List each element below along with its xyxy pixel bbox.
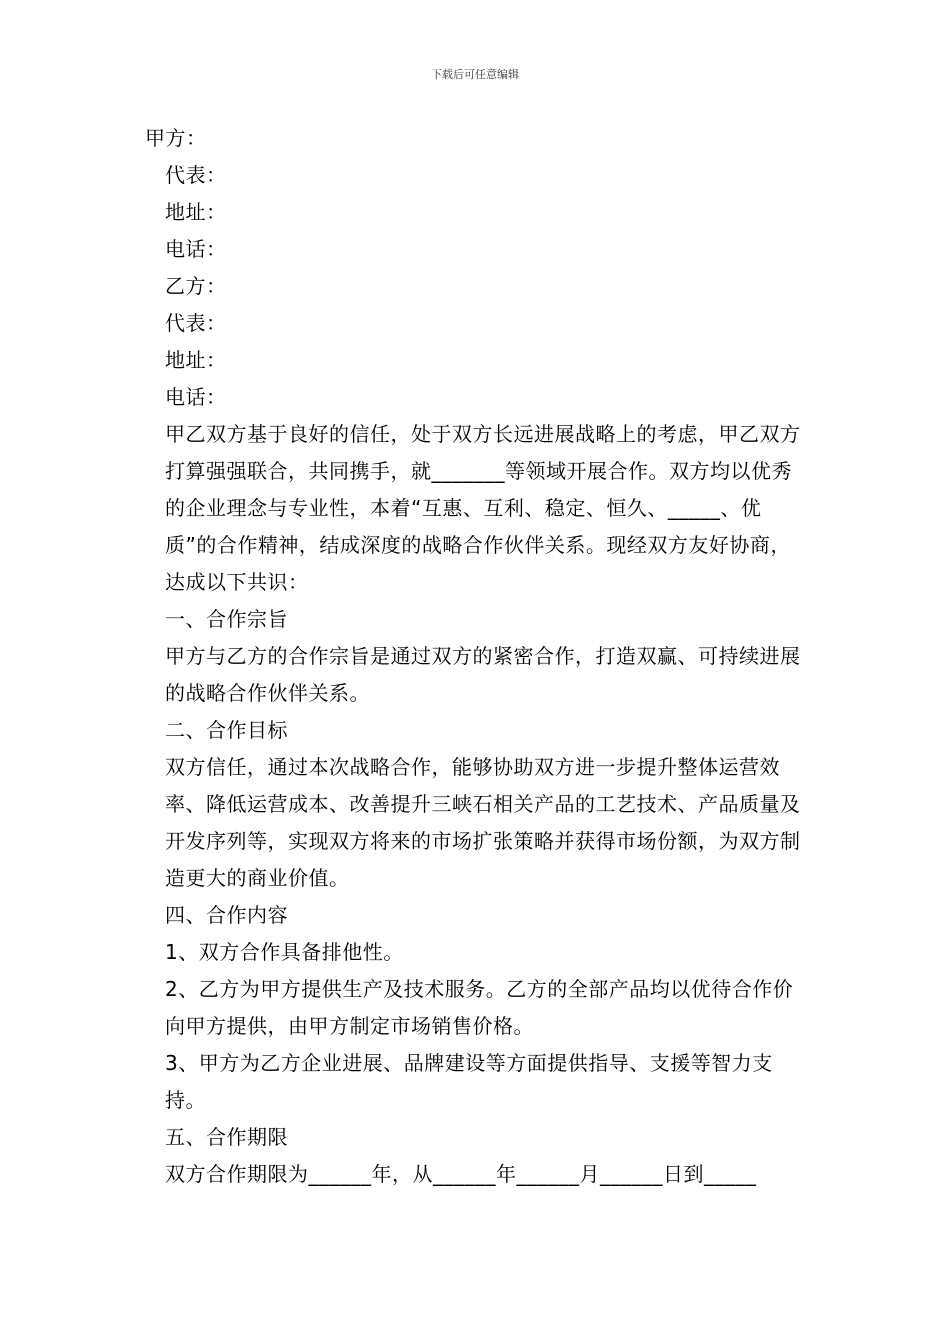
paragraph: 乙方： <box>165 274 227 298</box>
paragraph: 双方合作期限为______年，从______年______月______日到_____ <box>165 1162 757 1186</box>
paragraph: 地址： <box>165 348 227 372</box>
paragraph: 甲方与乙方的合作宗旨是通过双方的紧密合作，打造双赢、可持续进展的战略合作伙伴关系。 <box>165 644 801 705</box>
document-body <box>145 120 807 1193</box>
paragraph: 1、双方合作具备排他性。 <box>165 940 404 964</box>
paragraph: 电话： <box>165 237 227 261</box>
paragraph: 甲方： <box>145 126 207 150</box>
paragraph: 四、合作内容 <box>165 903 288 927</box>
paragraph: 电话： <box>165 385 227 409</box>
paragraph: 双方信任，通过本次战略合作，能够协助双方进一步提升整体运营效率、降低运营成本、改善提升三峡石相关产品的工艺技术、产品质量及开发序列等，实现双方将来的市场扩张策略并获得市场份额，为双方制造更大的商业价值。 <box>165 755 801 890</box>
header-note: 下载后可任意编辑 <box>431 68 519 81</box>
paragraph: 二、合作目标 <box>165 718 288 742</box>
paragraph: 3、甲方为乙方企业进展、品牌建设等方面提供指导、支援等智力支持。 <box>165 1051 773 1112</box>
paragraph: 代表： <box>165 311 227 335</box>
paragraph: 甲乙双方基于良好的信任，处于双方长远进展战略上的考虑，甲乙双方打算强强联合，共同携手，就_______等领域开展合作。双方均以优秀的企业理念与专业性，本着“互惠、互利、稳定、恒久、_____、优质”的合作精神，结成深度的战略合作伙伴关系。现经双方友好协商，达成以下共识： <box>165 422 801 594</box>
paragraph: 五、合作期限 <box>165 1125 288 1149</box>
paragraph: 代表： <box>165 163 227 187</box>
paragraph: 2、乙方为甲方提供生产及技术服务。乙方的全部产品均以优待合作价向甲方提供，由甲方制定市场销售价格。 <box>165 977 794 1038</box>
paragraph: 一、合作宗旨 <box>165 607 288 631</box>
paragraph: 地址： <box>165 200 227 224</box>
